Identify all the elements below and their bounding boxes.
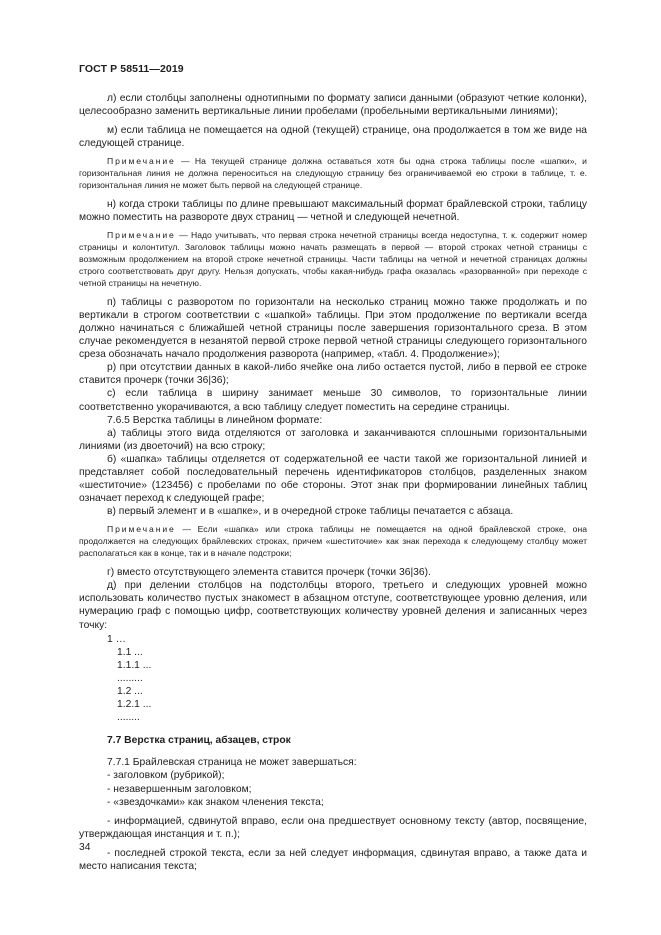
body-paragraph: - последней строкой текста, если за ней следует информация, сдвинутая вправо, а также дата и место написания текста; xyxy=(79,847,587,872)
list-item: - незавершенным заголовком; xyxy=(107,783,252,795)
body-paragraph: г) вместо отсутствующего элемента ставится прочерк (точки 36|36). xyxy=(107,567,431,579)
note-paragraph xyxy=(79,156,587,192)
body-paragraph: н) когда строки таблицы по длине превышают максимальный формат брайлевской строки, таблицу можно поместить на развороте двух страниц — четной и следующей нечетной. xyxy=(79,199,587,224)
body-paragraph: 7.7.1 Брайлевская страница не может завершаться: xyxy=(107,757,357,769)
note-label: Примечание xyxy=(107,156,176,167)
body-paragraph: р) при отсутствии данных в какой-либо ячейке она либо остается пустой, либо в первой ее строке ставится прочерк (точки 36|36); xyxy=(79,362,587,387)
body-paragraph: п) таблицы с разворотом по горизонтали на несколько страниц можно также продолжать и по вертикали в строгом соответствии с «шапкой» таблицы. При этом продолжение по вертикали всегда должно начинаться с ближайшей четной страницы после завершения горизонтального среза. В этом случае рекомендуется в незанятой первой строке первой четной страницы следующего горизонтального среза обозначать начало продолжения разворота (например, «табл. 4. Продолжение»); xyxy=(79,296,587,361)
note-paragraph xyxy=(79,230,587,290)
numbering-line: 1.1.1 ... xyxy=(117,659,152,671)
numbering-line: 1.1 ... xyxy=(117,646,143,658)
note-label: Примечание xyxy=(107,230,176,241)
numbering-line: 1 … xyxy=(107,633,126,645)
page-header-doc-id: ГОСТ Р 58511—2019 xyxy=(79,63,184,75)
body-paragraph: с) если таблица в ширину занимает меньше 30 символов, то горизонтальные линии соответственно укорачиваются, а всю таблицу следует поместить на середине страницы. xyxy=(79,388,587,413)
page-number: 34 xyxy=(79,842,91,853)
list-item: - заголовком (рубрикой); xyxy=(107,770,225,782)
note-text: — На текущей странице должна оставаться хотя бы одна строка таблицы после «шапки», и горизонтальная линия не должна переноситься на следующую страницу без ограничиваемой ею строки в таблице, т. е. горизонтальная линия не может быть первой на следующей странице. xyxy=(79,156,587,191)
note-text: — Надо учитывать, что первая строка нечетной страницы всегда недоступна, т. к. содержит номер страницы и колонтитул. Заголовок таблицы можно начать размещать в первой — второй строках четной страницы с возможным продолжением на второй строке нечетной страницы. Части таблицы на четной и нечетной страницах должны строго соответствовать друг другу. Нельзя допускать, чтобы какая-нибудь графа оказалась «разорванной» при переходе с четной страницы на нечетную. xyxy=(79,230,587,288)
text-blocks xyxy=(79,92,587,632)
list-item: - «звездочками» как знаком членения текста; xyxy=(107,796,324,808)
body-paragraph: - информацией, сдвинутой вправо, если она предшествует основному тексту (автор, посвящение, утверждающая инстанция и т. п.); xyxy=(79,815,587,840)
numbering-line: 1.2.1 ... xyxy=(117,699,152,711)
numbering-line: ......... xyxy=(117,672,143,684)
numbering-line: ........ xyxy=(117,712,140,724)
body-paragraph: д) при делении столбцов на подстолбцы второго, третьего и следующих уровней можно использовать количество пустых знакомест в абзацном отступе, соответствующее уровню деления, или нумерацию граф с помощью цифр, соответствующих количеству уровней деления и записанных через точку: xyxy=(79,580,587,631)
body-paragraph: м) если таблица не помещается на одной (текущей) странице, она продолжается в том же виде на следующей странице. xyxy=(79,125,587,150)
body-paragraph: л) если столбцы заполнены однотипными по формату записи данными (образуют четкие колонки), целесообразно заменить вертикальные линии пробелами (пробельными вертикальными линиями); xyxy=(79,93,587,118)
body-paragraph: 7.6.5 Верстка таблицы в линейном формате: xyxy=(107,414,323,426)
body-paragraph: б) «шапка» таблицы отделяется от содержательной ее части такой же горизонтальной линией и представляет собой последовательный перечень идентификаторов столбцов, разделенных знаком «шеститочие» (123456) с пробелами по обе стороны. Этот знак при формировании линейных таблиц означает переход к следующей графе; xyxy=(79,453,587,505)
section-title: 7.7 Верстка страниц, абзацев, строк xyxy=(107,735,291,747)
numbering-line: 1.2 ... xyxy=(117,685,143,697)
note-label: Примечание xyxy=(107,524,176,535)
text-blocks-2 xyxy=(79,756,587,873)
note-paragraph xyxy=(79,524,587,560)
body-paragraph: в) первый элемент и в «шапке», и в очередной строке таблицы печатается с абзаца. xyxy=(107,506,514,518)
note-text: — Если «шапка» или строка таблицы не помещается на одной брайлевской строке, она продолжается на следующих брайлевских строках, причем «шеститочие» как знак перехода к следующему столбцу может располагаться как в конце, так и в начале подстроки; xyxy=(79,524,587,559)
page-content xyxy=(79,92,587,873)
body-paragraph: а) таблицы этого вида отделяются от заголовка и заканчиваются сплошными горизонтальными линиями (из двоеточий) на всю строку; xyxy=(79,427,587,452)
numbering-example xyxy=(79,633,587,725)
